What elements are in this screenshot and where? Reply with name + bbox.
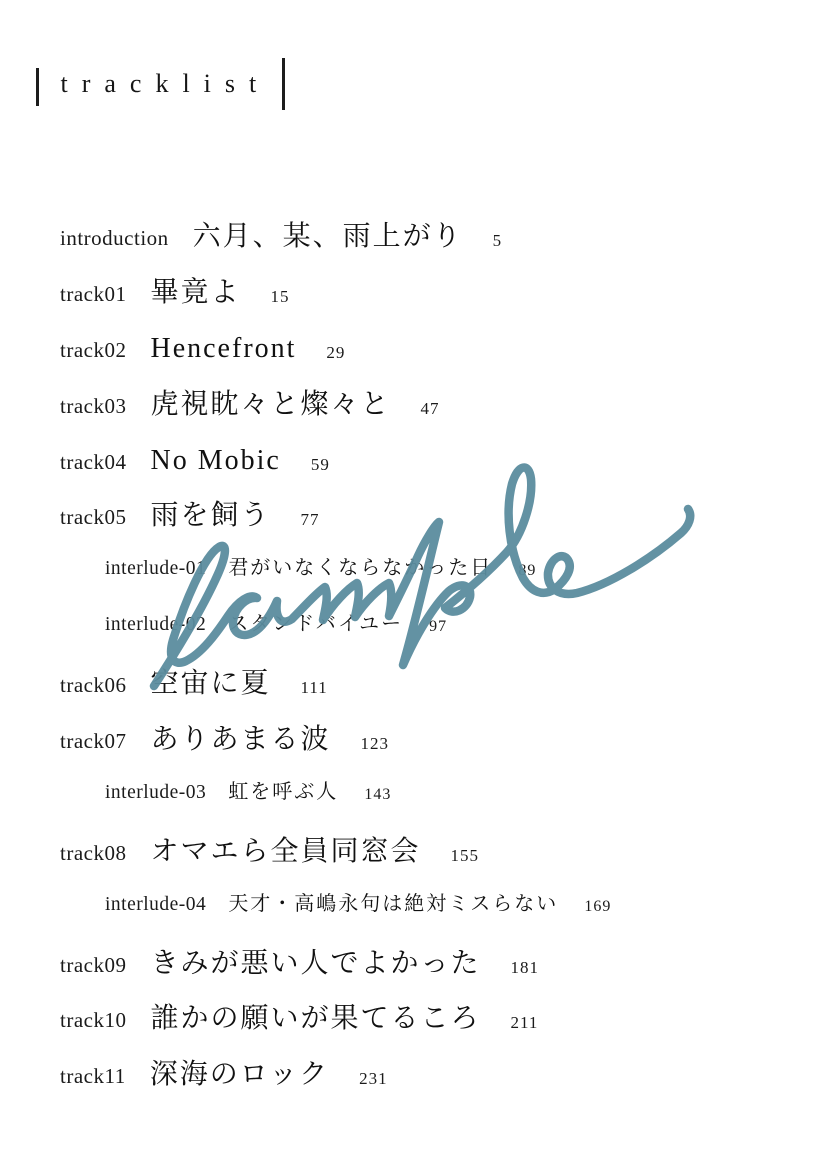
page-number: 5 [492,231,503,250]
interlude-title: 君がいなくならなかった日 [228,557,493,580]
list-item [60,1004,807,1060]
interlude-label: interlude-04 [105,893,207,915]
page-number: 211 [510,1013,539,1033]
track-title: Hencefront [150,332,297,364]
list-item [60,501,807,557]
track-title: 畢竟よ [150,276,241,308]
list-item [60,781,807,837]
list-item [60,669,807,725]
page-number: 123 [360,734,389,754]
list-item [60,893,807,949]
track-title: 雨を飼う [150,500,271,532]
page-number: 181 [510,957,539,977]
list-item [60,949,807,1005]
track-label: track04 [60,449,127,474]
track-label: track03 [60,393,127,418]
interlude-label: interlude-02 [105,614,207,636]
interlude-label: interlude-01 [105,558,207,580]
tracklist-toc [60,222,807,1116]
list-item [60,1060,807,1116]
track-label: track09 [60,952,127,977]
track-title: ありあまる波 [150,724,331,756]
track-label: track10 [60,1008,127,1033]
page-number: 29 [326,342,346,362]
header-right-rule [282,58,285,110]
page-number: 47 [420,398,440,418]
track-label: track06 [60,673,127,698]
page-number: 143 [364,785,392,803]
interlude-label: interlude-03 [105,781,207,803]
page-number: 77 [300,510,320,530]
page-number: 155 [450,845,479,865]
track-label: track08 [60,840,127,865]
track-label: track05 [60,505,127,530]
list-item [60,837,807,893]
list-item [60,613,807,669]
list-item [60,390,807,446]
page-number: 89 [518,562,537,580]
page-number: 231 [359,1069,388,1089]
track-title: きみが悪い人でよかった [150,947,481,979]
interlude-title: スタンドバイユー [228,613,404,636]
track-label: track07 [60,729,127,754]
track-label: track02 [60,337,127,362]
track-title: オマエら全員同窓会 [150,835,421,867]
list-item [60,446,807,502]
page-number: 111 [300,678,328,698]
list-item [60,334,807,390]
track-label: track01 [60,281,127,306]
page-number: 97 [429,618,448,636]
track-label: introduction [60,226,169,250]
track-title: 深海のロック [149,1059,330,1091]
track-title: 誰かの願いが果てるころ [150,1003,481,1035]
list-item [60,278,807,334]
track-title: 空宙に夏 [150,668,271,700]
interlude-title: 虹を呼ぶ人 [228,780,339,803]
page-number: 169 [584,897,612,915]
list-item [60,222,807,278]
list-item [60,725,807,781]
page-title: tracklist [60,69,271,98]
page-header [36,58,285,110]
track-title: 虎視眈々と燦々と [150,388,391,420]
list-item [60,557,807,613]
page-number: 59 [310,454,330,474]
track-label: track11 [60,1064,126,1089]
page-number: 15 [270,286,290,306]
interlude-title: 天才・高嶋永句は絶対ミスらない [228,892,559,915]
track-title: No Mobic [150,444,281,476]
track-title: 六月、某、雨上がり [192,221,463,252]
